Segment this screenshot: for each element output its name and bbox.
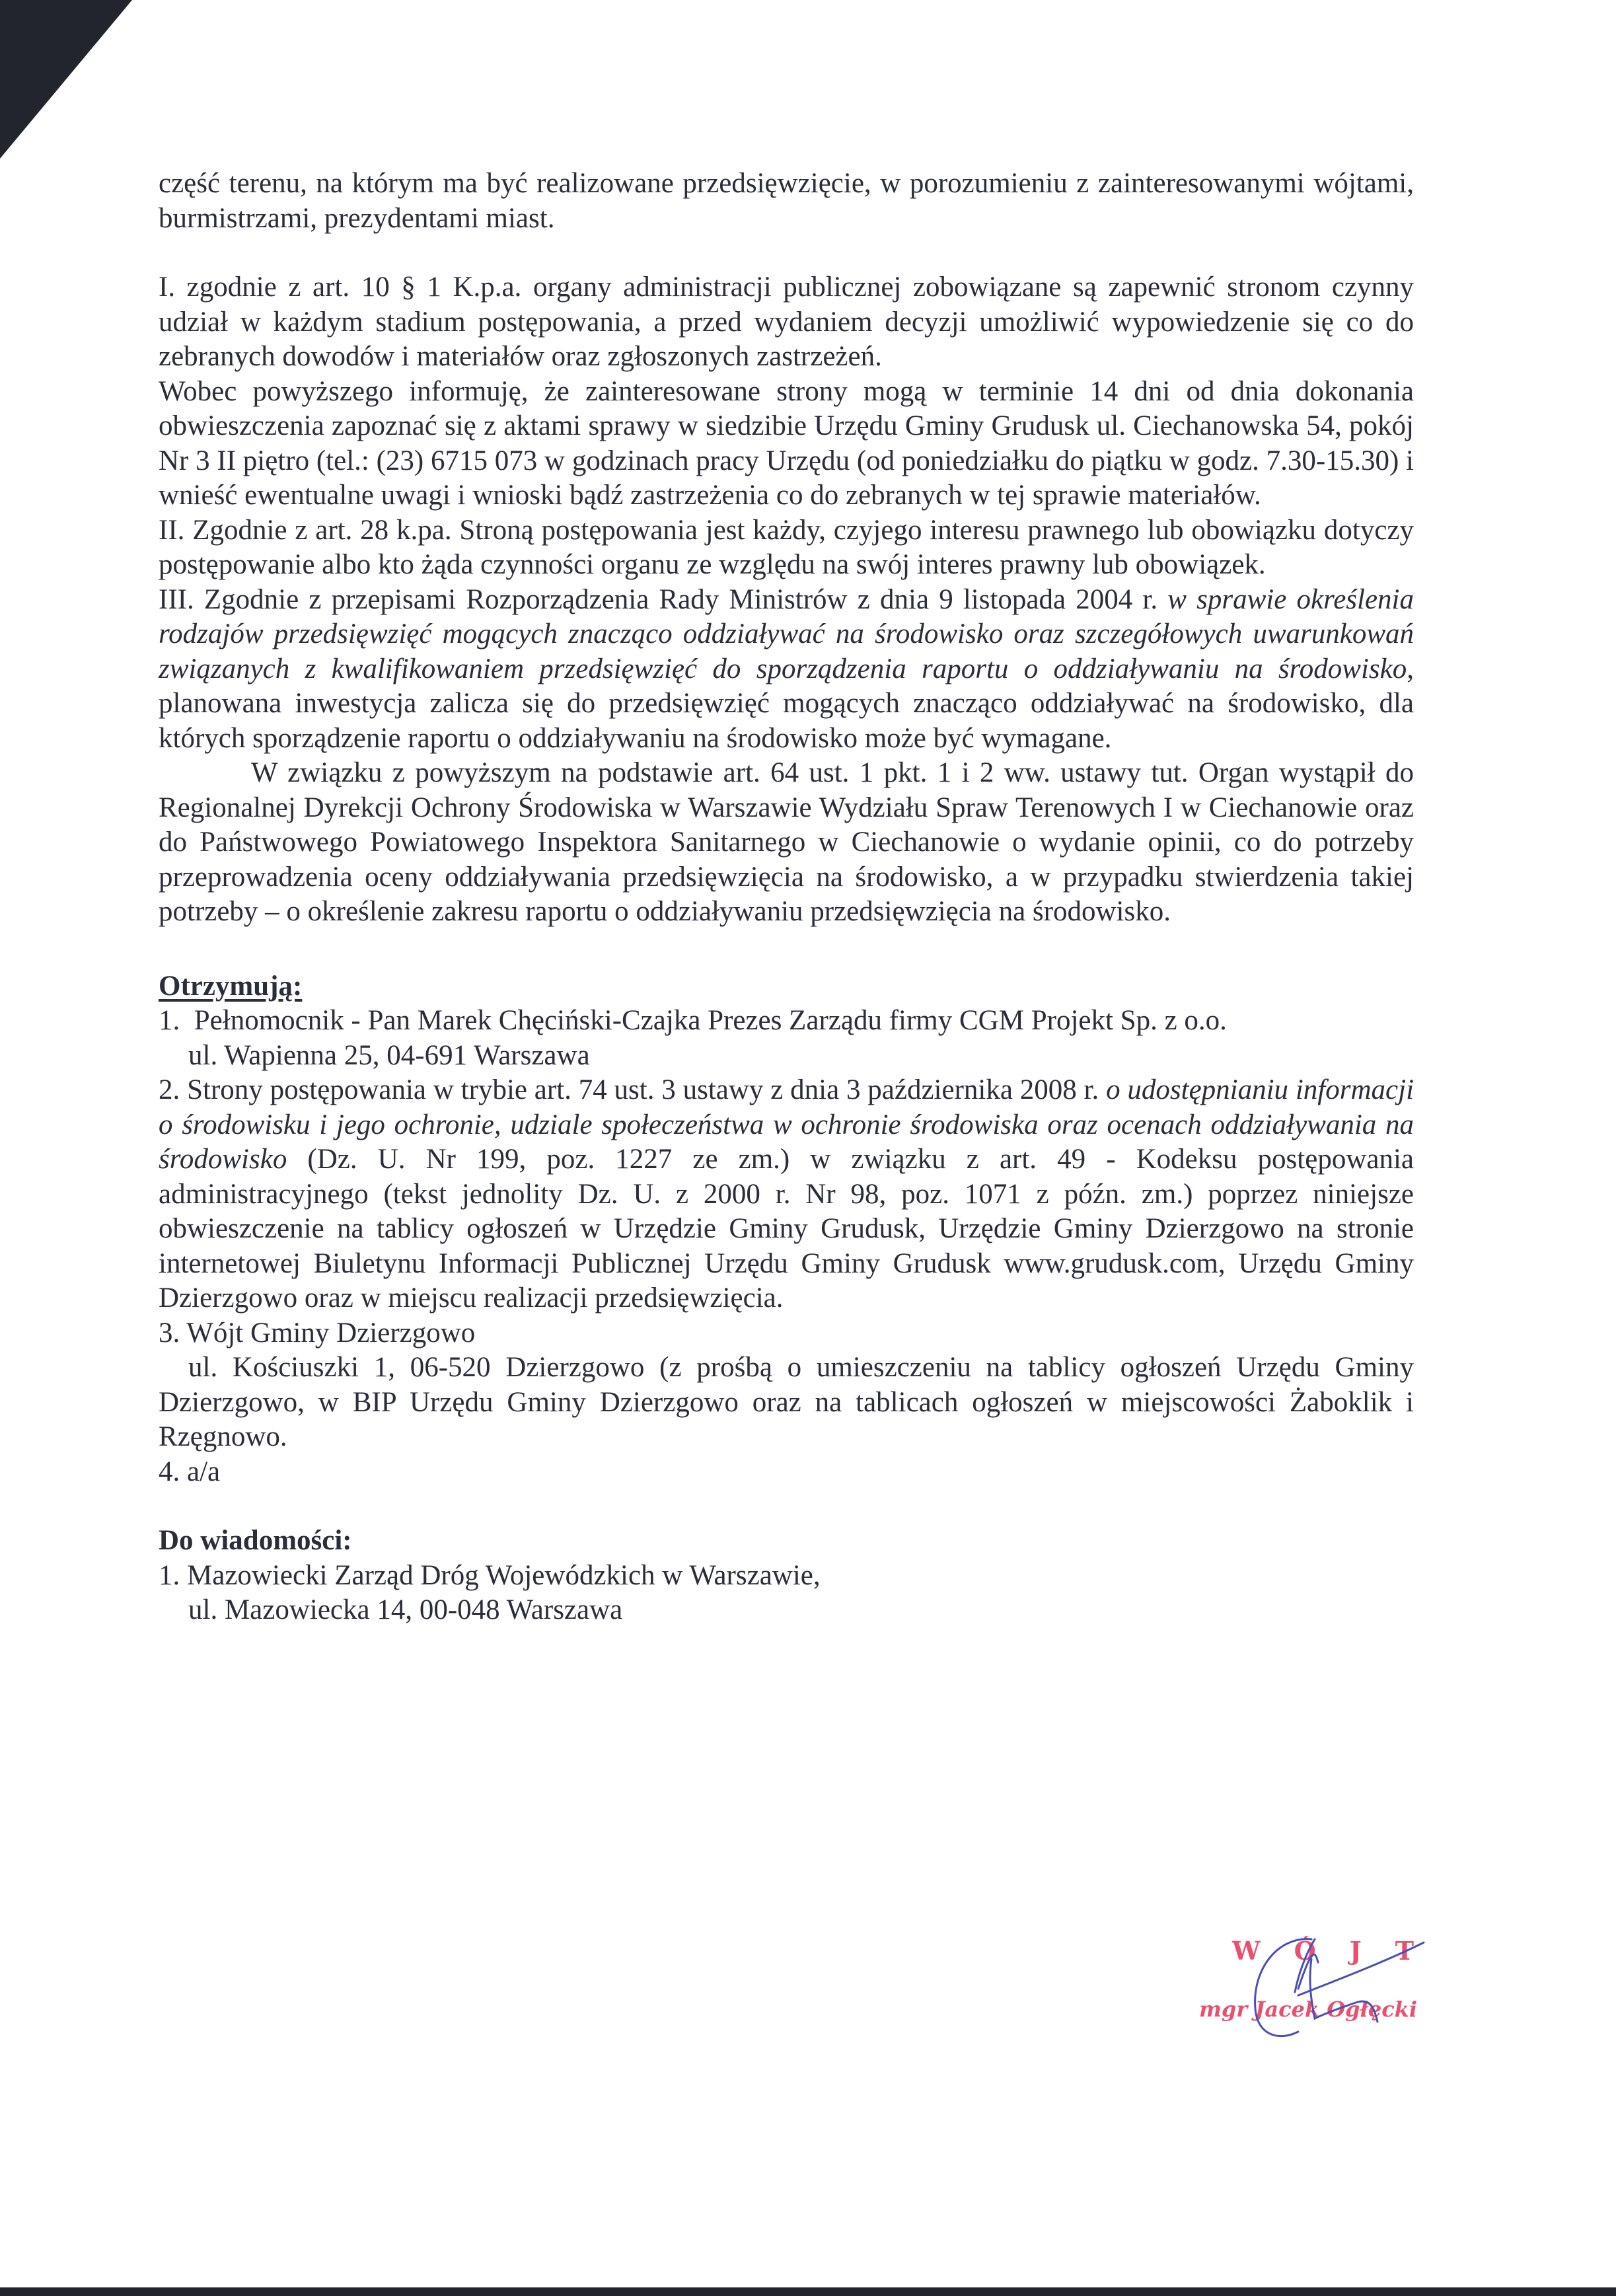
recipient-number: 2.: [159, 1074, 180, 1105]
stamp-letter: W: [1232, 1936, 1261, 1966]
section-iii-tail: , planowana inwestycja zalicza się do przedsięwzięć mogących znacząco oddziaływać na środowisko, dla których sporządzenie raportu o oddziaływaniu na środowisko może być wymagane.: [159, 653, 1414, 754]
recipient-item-3: [159, 1316, 1414, 1455]
document-page: [159, 167, 1414, 1628]
recipient-number: 4.: [159, 1456, 180, 1487]
recipient-number: 3.: [159, 1317, 180, 1349]
for-information-item-1: [159, 1559, 1414, 1628]
section-iii-paragraph: [159, 583, 1414, 757]
recipient-address: ul. Wapienna 25, 04-691 Warszawa: [188, 1039, 590, 1071]
section-i-followup: Wobec powyższego informuję, że zainteresowane strony mogą w terminie 14 dni od dnia dokonania obwieszczenia zapoznać się z aktami sprawy w siedzibie Urzędu Gminy Grudusk ul. Ciechanowska 54, pokój Nr 3 II piętro (tel.: (23) 6715 073 w godzinach pracy Urzędu (od poniedziałku do piątku w godz. 7.30-15.30) i wnieść ewentualne uwagi i wnioski bądź zastrzeżenia co do zebranych w tej sprawie materiałów.: [159, 375, 1414, 511]
regulation-title: w sprawie określenia rodzajów przedsięwzięć mogących znacząco oddziaływać na środowisko oraz szczegółowych uwarunkowań związanych z kwalifikowaniem przedsięwzięć do sporządzenia raportu o oddziaływaniu na środowisko: [159, 583, 1414, 685]
scan-edge-corner: [0, 0, 132, 159]
info-address: ul. Mazowiecka 14, 00-048 Warszawa: [188, 1594, 623, 1625]
info-line: Mazowiecki Zarząd Dróg Wojewódzkich w Warszawie,: [187, 1559, 821, 1591]
recipient-line: Strony postępowania w trybie art. 74 ust. 3 ustawy z dnia 3 października 2008 r.: [187, 1074, 1099, 1105]
recipient-address: ul. Kościuszki 1, 06-520 Dzierzgowo (z prośbą o umieszczeniu na tablicy ogłoszeń Urzędu Gminy Dzierzgowo, w BIP Urzędu Gminy Dzierzgowo oraz na tablicach ogłoszeń w miejscowości Żaboklik i Rzęgnowo.: [159, 1352, 1414, 1452]
handwritten-signature-icon: [1199, 1909, 1463, 2042]
info-number: 1.: [159, 1559, 180, 1591]
recipient-item-1: [159, 1004, 1414, 1073]
recipient-number: 1.: [159, 1005, 180, 1036]
section-i-paragraph: I. zgodnie z art. 10 § 1 K.p.a. organy administracji publicznej zobowiązane są zapewnić stronom czynny udział w każdym stadium postępowania, a przed wydaniem decyzji umożliwić wypowiedzenie się co do zebranych dowodów i materiałów oraz zgłoszonych zastrzeżeń.: [159, 272, 1414, 372]
for-information-heading: Do wiadomości:: [159, 1525, 352, 1556]
stamp-letter: T: [1395, 1936, 1414, 1966]
recipient-item-4: [159, 1455, 1414, 1490]
scan-edge-bottom: [0, 2287, 1616, 2296]
act-title: o udostępnianiu informacji o środowisku i jego ochronie, udziale społeczeństwa w ochronie środowiska oraz ocenach oddziaływania na środowisko: [159, 1074, 1414, 1175]
recipient-tail: (Dz. U. Nr 199, poz. 1227 ze zm.) w związku z art. 49 - Kodeksu postępowania administracyjnego (tekst jednolity Dz. U. z 2000 r. Nr 98, poz. 1071 z późn. zm.) poprzez niniejsze obwieszczenie na tablicy ogłoszeń w Urzędzie Gminy Grudusk, Urzędzie Gminy Dzierzgowo na stronie internetowej Biuletynu Informacji Publicznej Urzędu Gminy Grudusk www.grudusk.com, Urzędu Gminy Dzierzgowo oraz w miejscu realizacji przedsięwzięcia.: [159, 1144, 1414, 1314]
recipient-item-2: [159, 1073, 1414, 1316]
recipient-line: a/a: [187, 1456, 221, 1487]
stamp-letter: J: [1349, 1936, 1362, 1966]
recipients-heading: Otrzymują:: [159, 970, 303, 1002]
stamp-name: mgr Jacek Ogłęcki: [1199, 1997, 1417, 2022]
recipient-line: Wójt Gminy Dzierzgowo: [186, 1317, 476, 1349]
intro-paragraph: część terenu, na którym ma być realizowane przedsięwzięcie, w porozumieniu z zainteresowanymi wójtami, burmistrzami, prezydentami miast.: [159, 168, 1414, 234]
art64-paragraph: W związku z powyższym na podstawie art. 64 ust. 1 pkt. 1 i 2 ww. ustawy tut. Organ wystąpił do Regionalnej Dyrekcji Ochrony Środowiska w Warszawie Wydziału Spraw Terenowych I w Ciechanowie oraz do Państwowego Powiatowego Inspektora Sanitarnego w Ciechanowie o wydanie opinii, co do potrzeby przeprowadzenia oceny oddziaływania przedsięwzięcia na środowisko, a w przypadku stwierdzenia takiej potrzeby – o określenie zakresu raportu o oddziaływaniu przedsięwzięcia na środowisko.: [159, 757, 1414, 927]
official-stamp: [1199, 1936, 1463, 2035]
stamp-letter: Ó: [1294, 1936, 1316, 1966]
recipient-line: Pełnomocnik - Pan Marek Chęciński-Czajka Prezes Zarządu firmy CGM Projekt Sp. z o.o.: [194, 1005, 1227, 1036]
section-ii-paragraph: II. Zgodnie z art. 28 k.pa. Stroną postępowania jest każdy, czyjego interesu prawnego lub obowiązku dotyczy postępowanie albo kto żąda czynności organu ze względu na swój interes prawny lub obowiązek.: [159, 514, 1414, 580]
section-iii-lead: III. Zgodnie z przepisami Rozporządzenia Rady Ministrów z dnia 9 listopada 2004 r.: [159, 583, 1158, 615]
